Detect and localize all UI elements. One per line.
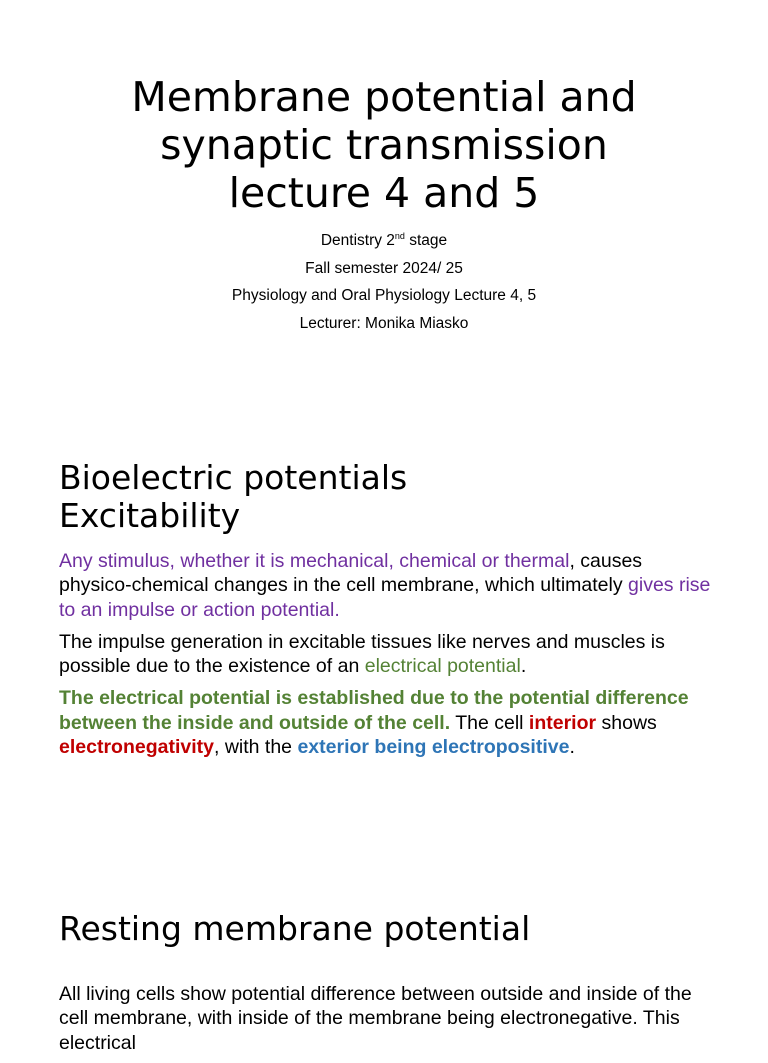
text-cell: The cell xyxy=(450,711,529,734)
subtitle-course-tail: stage xyxy=(404,232,448,249)
bioelectric-slide xyxy=(0,432,768,832)
slide-body xyxy=(59,982,719,1063)
slide-heading: Resting membrane potential xyxy=(59,909,531,948)
text-with-the: , with the xyxy=(213,736,298,759)
slide-heading xyxy=(59,459,407,535)
text-shows: shows xyxy=(596,711,657,734)
slide-title-line-2: synaptic transmission xyxy=(160,121,608,169)
text-electronegativity: electronegativity xyxy=(59,736,214,759)
subtitle-lecturer: Lecturer: Monika Miasko xyxy=(299,314,469,332)
slide-body xyxy=(59,549,719,767)
slide-title xyxy=(40,73,728,217)
resting-potential-slide xyxy=(0,864,768,1054)
subtitle-semester: Fall semester 2024/ 25 xyxy=(305,259,463,277)
text-electrical-potential: electrical potential xyxy=(364,655,521,678)
text-period: . xyxy=(520,655,527,678)
subtitle-ordinal-suffix: nd xyxy=(394,231,405,241)
paragraph-potential-difference xyxy=(59,686,719,759)
slide-title-line-3: lecture 4 and 5 xyxy=(228,169,540,217)
slide-heading-line-1: Bioelectric potentials xyxy=(59,458,408,497)
slide-title-line-1: Membrane potential and xyxy=(131,73,637,121)
text-final-period: . xyxy=(569,736,575,759)
text-stimulus-highlight: Any stimulus, whether it is mechanical, chemical or thermal xyxy=(59,550,570,572)
paragraph-stimulus xyxy=(59,549,719,622)
paragraph-living-cells: All living cells show potential difference between outside and inside of the cell membrane, with inside of the membrane being electronegative. This electrical xyxy=(59,983,692,1054)
text-impulse-generation: The impulse generation in excitable tissues like nerves and muscles is possible due to the existence of an xyxy=(59,630,665,678)
subtitle-course: Dentistry 2 xyxy=(320,232,395,249)
text-impulse-highlight: gives rise to an impulse or action potential. xyxy=(59,574,711,621)
title-slide xyxy=(0,0,768,384)
subtitle-lecture: Physiology and Oral Physiology Lecture 4, 5 xyxy=(231,287,537,304)
slide-subtitle xyxy=(40,227,728,337)
text-exterior-electropositive: exterior being electropositive xyxy=(297,736,570,759)
slide-heading-line-2: Excitability xyxy=(59,496,241,535)
text-interior: interior xyxy=(528,711,597,734)
text-potential-difference: The electrical potential is established due to the potential difference between the inside and outside of the cell. xyxy=(59,687,689,734)
subtitle-course-line xyxy=(40,227,728,255)
paragraph-impulse xyxy=(59,630,719,679)
text-stimulus-middle: , causes physico-chemical changes in the cell membrane, which ultimately xyxy=(59,550,643,597)
